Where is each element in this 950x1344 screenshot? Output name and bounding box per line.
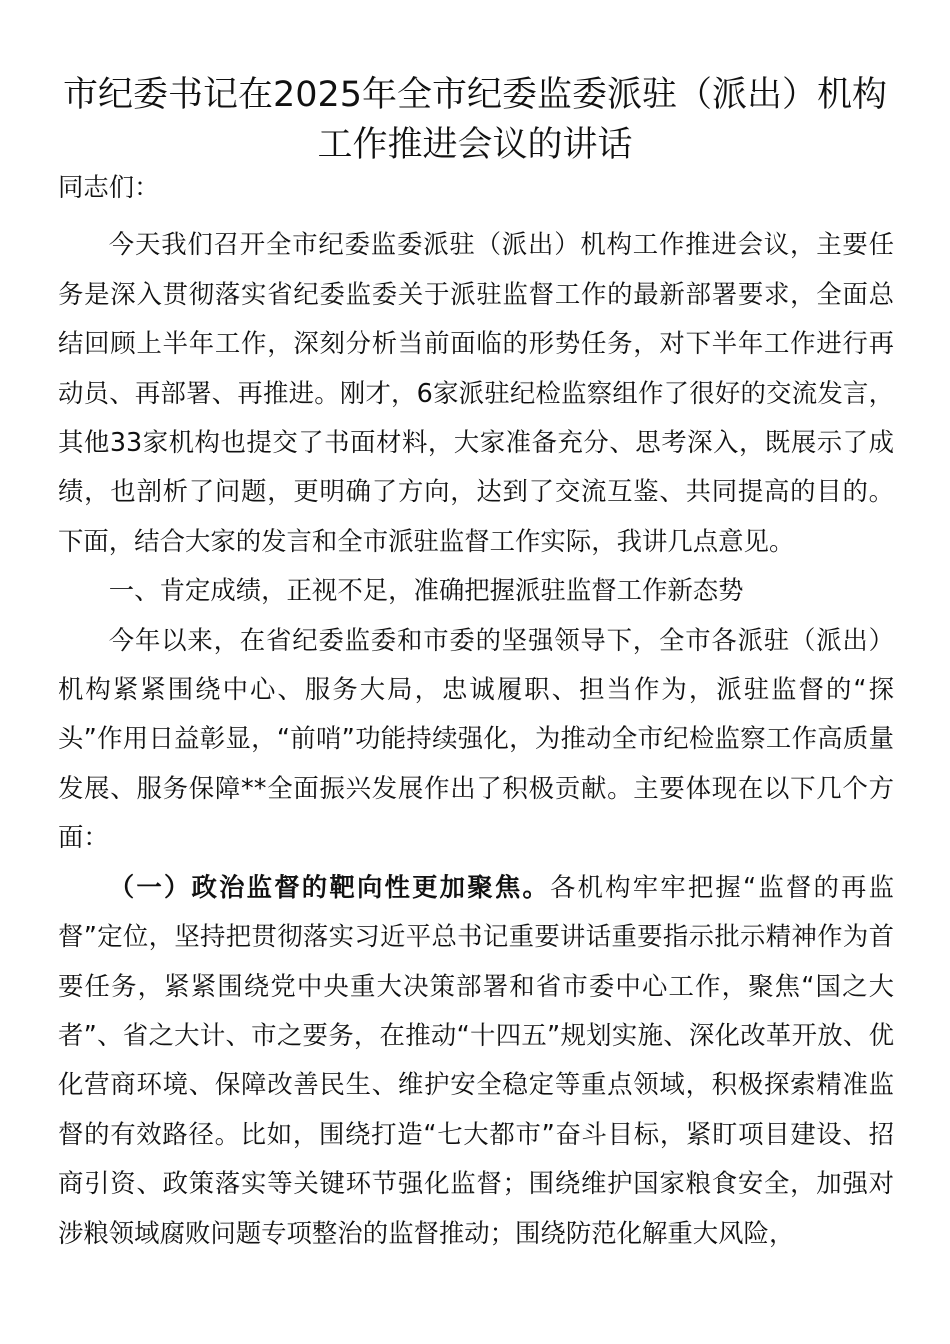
document-body <box>58 163 894 1258</box>
paragraph-achievements: 今年以来，在省纪委监委和市委的坚强领导下，全市各派驻（派出）机构紧紧围绕中心、服务大局，忠诚履职、担当作为，派驻监督的“探头”作用日益彰显，“前哨”功能持续强化，为推动全市纪检监察工作高质量发展、服务保障**全面振兴发展作出了积极贡献。主要体现在以下几个方面： <box>58 624 894 853</box>
subsection-text: 各机构牢牢把握“监督的再监督”定位，坚持把贯彻落实习近平总书记重要讲话重要指示批示精神作为首要任务，紧紧围绕党中央重大决策部署和省市委中心工作，聚焦“国之大者”、省之大计、市之要务，在推动“十四五”规划实施、深化改革开放、优化营商环境、保障改善民生、维护安全稳定等重点领域，积极探索精准监督的有效路径。比如，围绕打造“七大都市”奋斗目标，紧盯项目建设、招商引资、政策落实等关键环节强化监督；围绕维护国家粮食安全，加强对涉粮领域腐败问题专项整治的监督推动；围绕防范化解重大风险， <box>58 871 895 1248</box>
paragraph-opening: 今天我们召开全市纪委监委派驻（派出）机构工作推进会议，主要任务是深入贯彻落实省纪委监委关于派驻监督工作的最新部署要求，全面总结回顾上半年工作，深刻分析当前面临的形势任务，对下半年工作进行再动员、再部署、再推进。刚才，6家派驻纪检监察组作了很好的交流发言，其他33家机构也提交了书面材料，大家准备充分、思考深入，既展示了成绩，也剖析了问题，更明确了方向，达到了交流互鉴、共同提高的目的。下面，结合大家的发言和全市派驻监督工作实际，我讲几点意见。 <box>58 229 894 556</box>
paragraph-political-supervision <box>58 863 894 1258</box>
section-heading: 一、肯定成绩，正视不足，准确把握派驻监督工作新态势 <box>108 575 744 606</box>
subsection-lead: （一）政治监督的靶向性更加聚焦。 <box>108 871 550 902</box>
document-title: 市纪委书记在2025年全市纪委监委派驻（派出）机构工作推进会议的讲话 <box>62 75 888 165</box>
salutation: 同志们： <box>58 172 160 202</box>
